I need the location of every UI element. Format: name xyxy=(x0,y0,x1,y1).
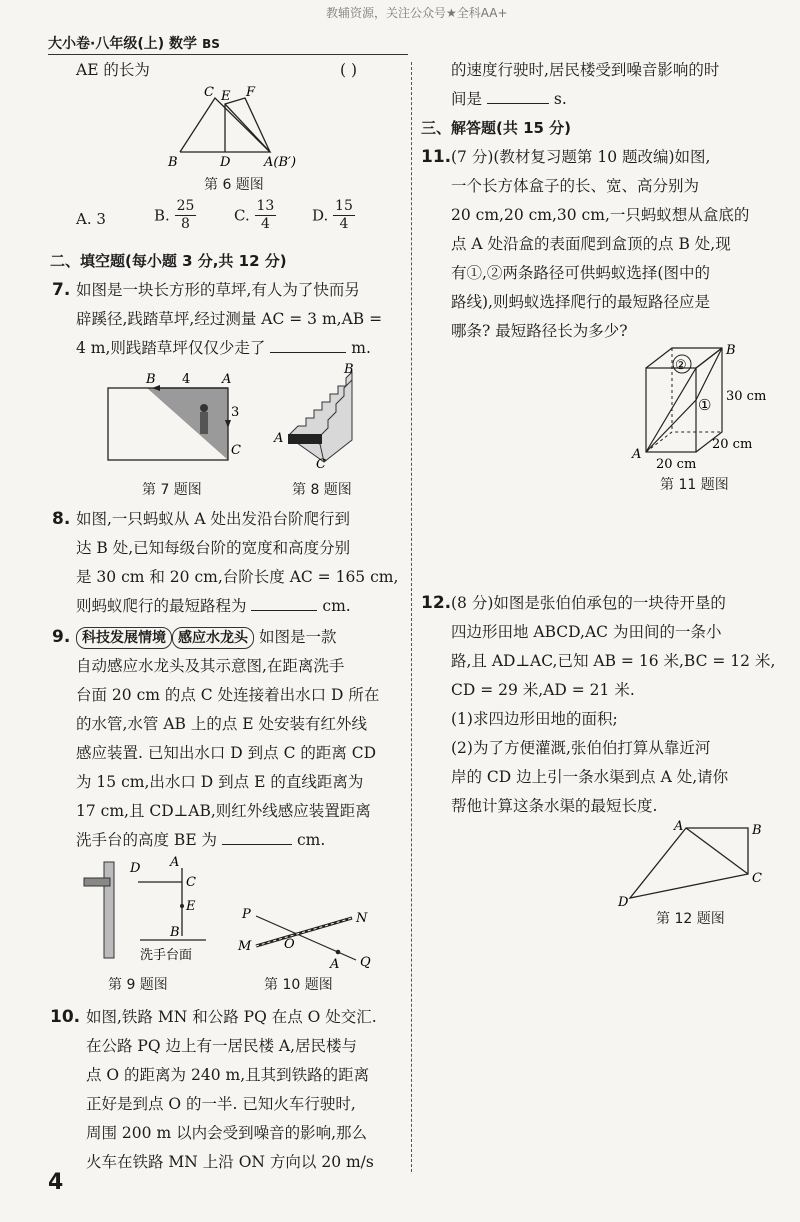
q10-figure xyxy=(234,906,384,972)
q12-sub2-line3: 帮他计算这条水渠的最短长度. xyxy=(451,797,658,815)
q9-line1-text: 如图是一款 xyxy=(258,628,337,646)
q6-label-c: C xyxy=(204,85,214,100)
q6-figure-caption: 第 6 题图 xyxy=(204,177,264,193)
q10-figure-caption: 第 10 题图 xyxy=(264,977,333,993)
q6-answer-paren: ( ) xyxy=(340,61,358,79)
q9-number: 9. xyxy=(52,627,71,647)
q11-line2: 一个长方体盒子的长、宽、高分别为 xyxy=(451,177,700,195)
q11-label-path1: ① xyxy=(698,396,712,414)
q9-line3: 台面 20 cm 的点 C 处连接着出水口 D 所在 xyxy=(76,686,380,704)
q11-figure xyxy=(626,338,776,474)
q7-person-head xyxy=(200,404,208,412)
q12-number: 12. xyxy=(421,593,452,613)
q12-sub1: (1)求四边形田地的面积; xyxy=(451,710,618,728)
q10-cont-line2 xyxy=(451,85,567,114)
q9-line7: 17 cm,且 CD⊥AB,则红外线感应装置距离 xyxy=(76,802,371,820)
q12-label-b: B xyxy=(752,823,762,838)
q11-label-length: 20 cm xyxy=(656,457,697,472)
page-number: 4 xyxy=(48,1170,64,1195)
q9-line1 xyxy=(76,623,336,652)
q8-number: 8. xyxy=(52,509,71,529)
q6-figure xyxy=(160,82,310,172)
q9-label-e: E xyxy=(186,899,196,914)
q9-answer-blank[interactable] xyxy=(222,828,292,845)
header-watermark: 教辅资源，关注公众号★全科AA+ xyxy=(326,6,508,20)
q7-answer-blank[interactable] xyxy=(270,336,346,353)
q6-label-b: B xyxy=(168,155,178,170)
q12-figure xyxy=(616,816,776,912)
q11-label-path2: ② xyxy=(675,358,687,373)
q12-line2: 四边形田地 ABCD,AC 为田间的一条小 xyxy=(451,623,722,641)
q10-cont-line1: 的速度行驶时,居民楼受到噪音影响的时 xyxy=(451,61,720,79)
q10-label-m: M xyxy=(238,939,252,954)
q9-line4: 的水管,水管 AB 上的点 E 处安装有红外线 xyxy=(76,715,368,733)
q7-line2: 辟蹊径,践踏草坪,经过测量 AC = 3 m,AB = xyxy=(76,310,383,328)
book-title: 大小卷·八年级(上) 数学 xyxy=(48,36,197,52)
q9-label-basin: 洗手台面 xyxy=(140,948,193,963)
q7-label-b: B xyxy=(146,372,156,387)
q9-faucet-photo xyxy=(84,878,110,886)
q6-label-f: F xyxy=(246,85,256,100)
q8-line4 xyxy=(76,592,351,621)
q7-figure xyxy=(100,368,250,468)
q6-option-a-letter: A. xyxy=(76,210,92,228)
q7-label-c: C xyxy=(231,443,241,458)
q11-line6: 路线),则蚂蚁选择爬行的最短路径应是 xyxy=(451,293,710,311)
section2-title: 二、填空题(每小题 3 分,共 12 分) xyxy=(50,252,287,270)
q10-answer-blank[interactable] xyxy=(487,87,549,104)
q10-line5: 周围 200 m 以内会受到噪音的影响,那么 xyxy=(86,1124,367,1142)
q12-sub2-line2: 岸的 CD 边上引一条水渠到点 A 处,请你 xyxy=(451,768,729,786)
q6-options xyxy=(76,198,396,244)
header-bar xyxy=(48,33,220,53)
q8-line2: 达 B 处,已知每级台阶的宽度和高度分别 xyxy=(76,539,351,557)
q8-figure xyxy=(268,362,378,472)
q7-unit: m. xyxy=(351,339,371,357)
q8-line3: 是 30 cm 和 20 cm,台阶长度 AC = 165 cm, xyxy=(76,568,399,586)
q9-label-d: D xyxy=(130,861,141,876)
q8-line4-text: 则蚂蚁爬行的最短路程为 xyxy=(76,597,247,615)
q7-line3 xyxy=(76,334,371,363)
q6-option-d-letter: D. xyxy=(312,206,329,225)
q8-bottom-step xyxy=(288,434,322,444)
q8-line1: 如图,一只蚂蚁从 A 处出发沿台阶爬行到 xyxy=(76,510,350,528)
q7-trampled-area xyxy=(147,388,228,460)
q6-option-a[interactable] xyxy=(76,210,106,228)
q10-label-o: O xyxy=(284,937,295,952)
q11-line3: 20 cm,20 cm,30 cm,一只蚂蚁想从盒底的 xyxy=(451,206,750,224)
q12-quadrilateral xyxy=(630,828,748,898)
q7-line3-text: 4 m,则践踏草坪仅仅少走了 xyxy=(76,339,266,357)
q7-number: 7. xyxy=(52,280,71,300)
q10-number: 10. xyxy=(50,1007,81,1027)
q9-line5: 感应装置. 已知出水口 D 到点 C 的距离 CD xyxy=(76,744,377,762)
q6-option-d[interactable] xyxy=(312,198,355,233)
q6-option-b[interactable] xyxy=(154,198,196,233)
q8-answer-blank[interactable] xyxy=(251,594,317,611)
q9-tag-context xyxy=(76,627,172,649)
q6-stem: AE 的长为 xyxy=(76,61,150,79)
q10-unit: s. xyxy=(553,90,567,108)
q10-cont-line2-text: 间是 xyxy=(451,90,483,108)
header-rule xyxy=(48,54,408,55)
q12-figure-caption: 第 12 题图 xyxy=(656,911,725,927)
q11-hidden-edges xyxy=(646,432,722,452)
q7-line1: 如图是一块长方形的草坪,有人为了快而另 xyxy=(76,281,360,299)
q12-label-d: D xyxy=(618,895,629,910)
q11-line7: 哪条? 最短路径长为多少? xyxy=(451,322,628,340)
q9-tag1: 科技发展情境 xyxy=(82,630,166,646)
q7-figure-caption: 第 7 题图 xyxy=(142,482,202,498)
edition-label: BS xyxy=(202,37,220,51)
q9-line6: 为 15 cm,出水口 D 到点 E 的直线距离为 xyxy=(76,773,364,791)
q8-label-c: C xyxy=(316,457,326,472)
column-divider xyxy=(411,62,412,1172)
q6-segment-ae xyxy=(225,104,270,152)
q6-option-c-denominator: 4 xyxy=(260,216,270,232)
q8-unit: cm. xyxy=(322,597,351,615)
q7-label-len-ab: 4 xyxy=(182,372,191,387)
q11-label-b: B xyxy=(726,343,736,358)
q10-line6: 火车在铁路 MN 上沿 ON 方向以 20 m/s xyxy=(86,1153,374,1171)
q12-label-a: A xyxy=(674,819,684,834)
q6-option-c-letter: C. xyxy=(234,206,250,225)
q11-label-a: A xyxy=(632,447,642,462)
q10-line1: 如图,铁路 MN 和公路 PQ 在点 O 处交汇. xyxy=(86,1008,377,1026)
q10-label-a: A xyxy=(330,957,340,972)
q10-line3: 点 O 的距离为 240 m,且其到铁路的距离 xyxy=(86,1066,370,1084)
q9-figure xyxy=(78,852,218,970)
q6-option-b-letter: B. xyxy=(154,206,170,225)
q11-label-height: 30 cm xyxy=(726,389,767,404)
q12-sub2-line1: (2)为了方便灌溉,张伯伯打算从靠近河 xyxy=(451,739,711,757)
q11-label-width: 20 cm xyxy=(712,437,753,452)
q12-line1: (8 分)如图是张伯伯承包的一块待开垦的 xyxy=(451,594,726,612)
q9-tag-topic xyxy=(172,627,254,649)
q6-label-e: E xyxy=(221,89,231,104)
q10-label-n: N xyxy=(356,911,368,926)
q10-label-p: P xyxy=(242,907,251,922)
q6-label-d: D xyxy=(220,155,231,170)
q10-point-a xyxy=(336,950,341,955)
q12-line3: 路,且 AD⊥AC,已知 AB = 16 米,BC = 12 米, xyxy=(451,652,776,670)
q9-unit: cm. xyxy=(296,831,326,849)
q6-label-a: A(B′) xyxy=(264,155,297,170)
q6-option-b-denominator: 8 xyxy=(181,216,190,232)
q7-label-len-ac: 3 xyxy=(231,405,240,420)
q7-label-a: A xyxy=(222,372,232,387)
q6-option-d-denominator: 4 xyxy=(339,216,349,232)
q11-line4: 点 A 处沿盒的表面爬到盒顶的点 B 处,现 xyxy=(451,235,731,253)
q11-line5: 有①,②两条路径可供蚂蚁选择(图中的 xyxy=(451,264,710,282)
section3-title: 三、解答题(共 15 分) xyxy=(421,119,572,137)
q9-tag2: 感应水龙头 xyxy=(178,630,248,646)
q7-person-icon xyxy=(200,412,208,434)
q6-option-c[interactable] xyxy=(234,198,276,233)
q9-point-e xyxy=(180,904,184,908)
q8-label-a: A xyxy=(274,431,284,446)
q11-line1: (7 分)(教材复习题第 10 题改编)如图, xyxy=(451,148,711,166)
q6-option-b-numerator: 25 xyxy=(176,198,195,214)
q9-line8 xyxy=(76,826,325,855)
q10-label-q: Q xyxy=(360,955,371,970)
q8-label-b: B xyxy=(344,362,354,377)
q12-diagonal-ac xyxy=(686,828,748,874)
q6-option-a-value: 3 xyxy=(96,210,106,228)
q9-label-a: A xyxy=(170,855,180,870)
q6-option-c-numerator: 13 xyxy=(256,198,275,214)
q12-label-c: C xyxy=(752,871,762,886)
q9-figure-caption: 第 9 题图 xyxy=(108,977,168,993)
q9-label-b: B xyxy=(170,925,180,940)
q8-figure-caption: 第 8 题图 xyxy=(292,482,352,498)
q12-line4: CD = 29 米,AD = 21 米. xyxy=(451,681,635,699)
q11-figure-caption: 第 11 题图 xyxy=(660,477,729,493)
q10-line2: 在公路 PQ 边上有一居民楼 A,居民楼与 xyxy=(86,1037,358,1055)
q9-pipe-photo xyxy=(104,862,114,958)
q9-line8-text: 洗手台的高度 BE 为 xyxy=(76,831,218,849)
q10-line4: 正好是到点 O 的一半. 已知火车行驶时, xyxy=(86,1095,356,1113)
q11-number: 11. xyxy=(421,147,452,167)
q6-option-d-numerator: 15 xyxy=(335,198,353,214)
q9-label-c: C xyxy=(186,875,196,890)
q9-line2: 自动感应水龙头及其示意图,在距离洗手 xyxy=(76,657,345,675)
